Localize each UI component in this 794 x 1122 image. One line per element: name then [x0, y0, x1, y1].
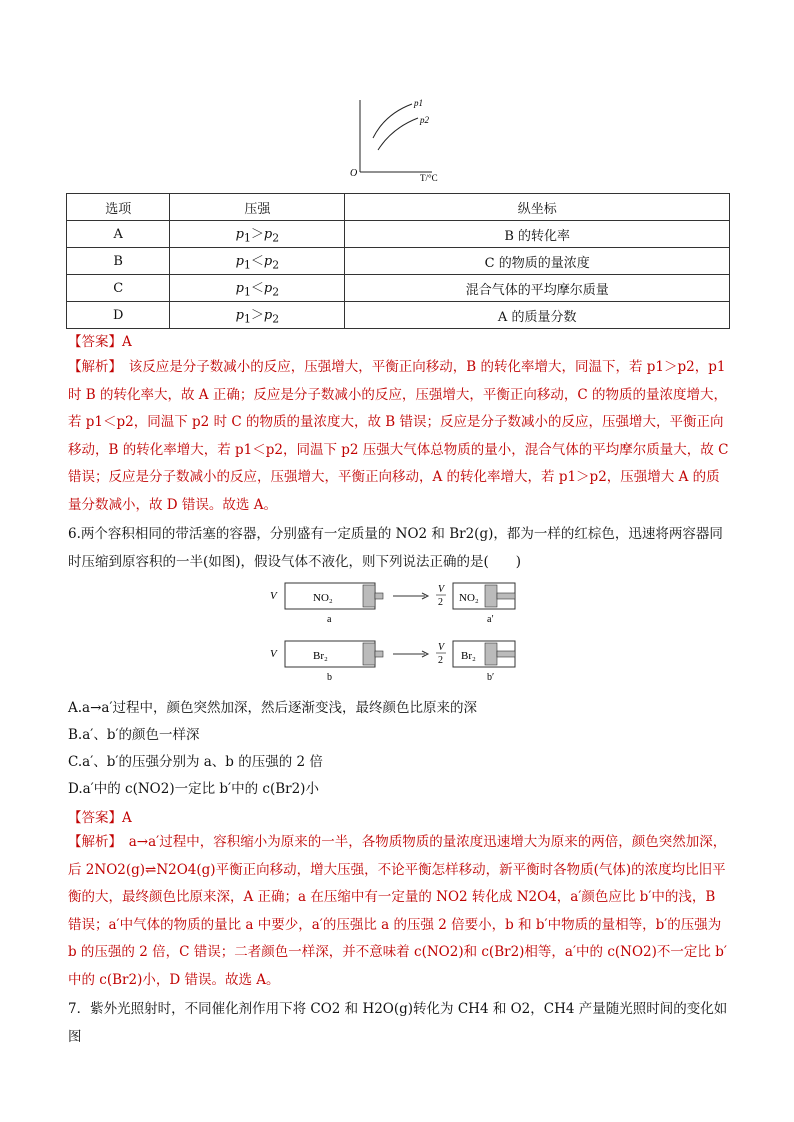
cell-pressure: $p_1<p_2$: [170, 275, 345, 302]
cell-option: D: [67, 302, 170, 329]
cell-option: B: [67, 248, 170, 275]
question-7: 7．紫外光照射时，不同催化剂作用下将 CO2 和 H2O(g)转化为 CH4 和 O2，CH4 产量随光照时间的变化如图: [68, 1001, 728, 1045]
analysis-2-tag: 【解析】: [68, 834, 116, 850]
label-a: a: [327, 614, 332, 625]
gas-b: Br₂: [313, 650, 328, 662]
analysis-2: [68, 829, 732, 995]
cell-ordinate: C 的物质的量浓度: [345, 248, 730, 275]
v-label-top: V: [270, 590, 277, 602]
pressure-temperature-graph: [340, 92, 450, 182]
cell-pressure: $p_1<p_2$: [170, 248, 345, 275]
header-ordinate: 纵坐标: [345, 194, 730, 221]
v-label-bottom: V: [270, 648, 277, 660]
answer-2-tag: 【答案】: [68, 810, 122, 826]
cell-ordinate: A 的质量分数: [345, 302, 730, 329]
header-pressure: 压强: [170, 194, 345, 221]
curve1-label: p1: [414, 98, 423, 108]
origin-label: O: [350, 168, 358, 179]
cell-option: C: [67, 275, 170, 302]
half-den-top: 2: [438, 597, 443, 608]
cell-pressure: $p_1>p_2$: [170, 221, 345, 248]
cell-ordinate: 混合气体的平均摩尔质量: [345, 275, 730, 302]
question-6: 6.两个容积相同的带活塞的容器，分别盛有一定质量的 NO2 和 Br2(g)，都为一样的红棕色，迅速将两容器同时压缩到原容积的一半(如图)，假设气体不液化，则下列说法正确的是( ): [68, 526, 723, 570]
option-6a: A.a→a′过程中，颜色突然加深，然后逐渐变浅，最终颜色比原来的深: [68, 700, 478, 716]
analysis-1-tag: 【解析】: [68, 359, 116, 375]
piston-diagram: [265, 575, 540, 690]
answer-1: [68, 330, 132, 350]
table-header-row: [67, 194, 730, 221]
gas-b-prime: Br₂: [461, 650, 476, 662]
header-option: 选项: [67, 194, 170, 221]
x-axis-label: T/°C: [420, 173, 438, 182]
cell-option: A: [67, 221, 170, 248]
cell-ordinate: B 的转化率: [345, 221, 730, 248]
table-row: [67, 221, 730, 248]
answer-2-value: A: [122, 810, 132, 826]
cell-pressure: $p_1>p_2$: [170, 302, 345, 329]
curve2-label: p2: [420, 115, 429, 125]
analysis-1-text: 该反应是分子数减小的反应，压强增大，平衡正向移动，B 的转化率增大，同温下，若 p1＞p2，p1 时 B 的转化率大，故 A 正确；反应是分子数减小的反应，压强增大，平衡正向移动，C 的物质的量浓度增大，若 p1＜p2，同温下 p2 时 C 的物质的量浓度大，故 B 错误；反应是分子数减小的反应，压强增大，平衡正向移动，B 的转化率增大，若 p1＜p2，同温下 p2 压强大气体总物质的量小，混合气体的平均摩尔质量大，故 C 错误；反应是分子数减小的反应，压强增大，平衡正向移动，A 的转化率增大，若 p1＞p2，压强增大 A 的质量分数减小，故 D 错误。故选 A。: [68, 359, 729, 513]
half-num-top: V: [438, 584, 445, 595]
table-row: [67, 248, 730, 275]
table-row: [67, 302, 730, 329]
container-b: [285, 641, 375, 667]
option-6b: B.a′、b′的颜色一样深: [68, 727, 200, 743]
label-b: b: [327, 672, 332, 683]
gas-a-prime: NO₂: [459, 592, 479, 604]
label-a-prime: a′: [487, 614, 494, 625]
answer-1-value: A: [122, 334, 132, 350]
label-b-prime: b′: [487, 672, 495, 683]
answer-1-tag: 【答案】: [68, 334, 122, 350]
option-6c: C.a′、b′的压强分别为 a、b 的压强的 2 倍: [68, 754, 323, 770]
analysis-1: [68, 354, 732, 520]
options-table: [66, 193, 730, 329]
table-row: [67, 275, 730, 302]
option-6d: D.a′中的 c(NO2)一定比 b′中的 c(Br2)小: [68, 781, 319, 797]
gas-a: NO₂: [313, 592, 333, 604]
half-den-bottom: 2: [438, 655, 443, 666]
answer-2: [68, 806, 132, 826]
analysis-2-text: a→a′过程中，容积缩小为原来的一半，各物质物质的量浓度迅速增大为原来的两倍，颜色突然加深，后 2NO2(g)⇌N2O4(g)平衡正向移动，增大压强，不论平衡怎样移动，新平衡时各物质(气体)的浓度均比旧平衡的大，最终颜色比原来深，A 正确；a 在压缩中有一定量的 NO2 转化成 N2O4，a′颜色应比 b′中的浅，B 错误；a′中气体的物质的量比 a 中要少，a′的压强比 a 的压强 2 倍要小，b 和 b′中物质的量相等，b′的压强为 b 的压强的 2 倍，C 错误；二者颜色一样深，并不意味着 c(NO2)和 c(Br2)相等，a′中的 c(NO2)不一定比 b′中的 c(Br2)小，D 错误。故选 A。: [68, 834, 727, 988]
half-num-bottom: V: [438, 642, 445, 653]
